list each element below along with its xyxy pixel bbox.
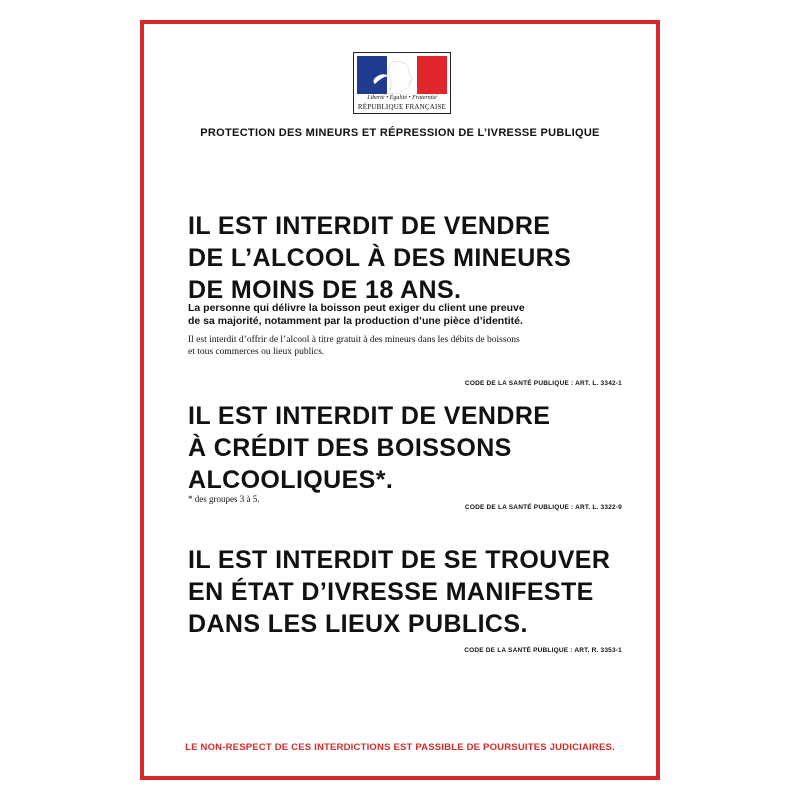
legal-reference: CODE DE LA SANTÉ PUBLIQUE : ART. L. 3342-1: [464, 380, 622, 387]
legal-warning: LE NON-RESPECT DE CES INTERDICTIONS EST PASSIBLE DE POURSUITES JUDICIAIRES.: [185, 742, 615, 753]
republique-francaise-logo: [353, 52, 451, 114]
headline-line: IL EST INTERDIT DE SE TROUVER: [188, 546, 611, 574]
headline-drunkenness: [188, 544, 628, 640]
footnote: * des groupes 3 à 5.: [188, 494, 260, 504]
marianne-flag-icon: [357, 56, 447, 94]
poster-subtitle: PROTECTION DES MINEURS ET RÉPRESSION DE L’IVRESSE PUBLIQUE: [200, 127, 600, 139]
poster: [140, 20, 660, 780]
headline-line: IL EST INTERDIT DE VENDRE: [188, 402, 551, 430]
logo-name: RÉPUBLIQUE FRANÇAISE: [357, 103, 447, 111]
headline-line: À CRÉDIT DES BOISSONS: [188, 434, 512, 462]
headline-credit: [188, 400, 628, 496]
legal-reference: CODE DE LA SANTÉ PUBLIQUE : ART. L. 3322-9: [464, 504, 622, 511]
legal-reference: CODE DE LA SANTÉ PUBLIQUE : ART. R. 3353-1: [464, 647, 622, 654]
body-line: Il est interdit d’offrir de l’alcool à titre gratuit à des mineurs dans les débits de boissons: [188, 335, 520, 345]
headline-minors: [188, 210, 628, 306]
headline-line: IL EST INTERDIT DE VENDRE: [188, 212, 551, 240]
free-offer-text: [188, 334, 628, 358]
headline-line: DE MOINS DE 18 ANS.: [188, 276, 462, 304]
body-line: La personne qui délivre la boisson peut exiger du client une preuve: [188, 302, 525, 314]
body-line: et tous commerces ou lieux publics.: [188, 347, 325, 357]
body-line: de sa majorité, notamment par la production d’une pièce d’identité.: [188, 315, 523, 327]
headline-line: EN ÉTAT D’IVRESSE MANIFESTE: [188, 578, 594, 606]
id-proof-text: [188, 302, 628, 328]
headline-line: DE L’ALCOOL À DES MINEURS: [188, 244, 572, 272]
logo-motto: Liberté • Égalité • Fraternité: [367, 95, 437, 101]
headline-line: DANS LES LIEUX PUBLICS.: [188, 610, 528, 638]
headline-line: ALCOOLIQUES*.: [188, 466, 394, 494]
